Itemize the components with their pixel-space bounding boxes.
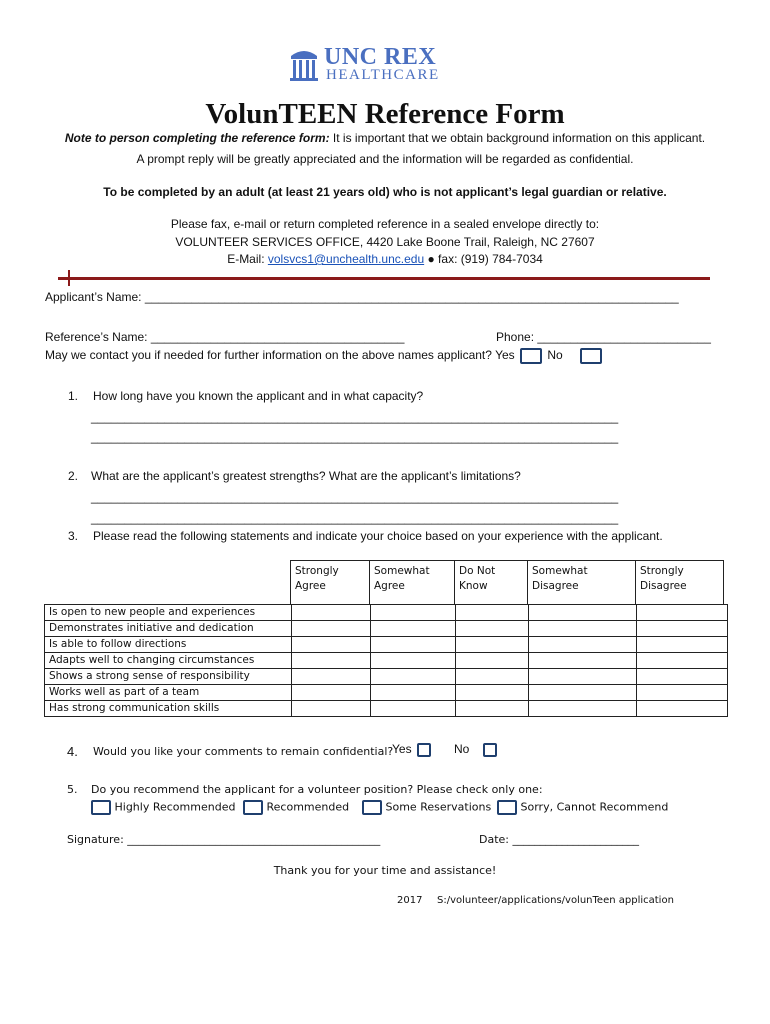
statement-label: Is able to follow directions	[45, 637, 292, 653]
contact-no-checkbox[interactable]	[580, 348, 602, 364]
rating-cell[interactable]	[371, 653, 456, 669]
logo-line1: UNC REX	[324, 44, 437, 70]
page-title: VolunTEEN Reference Form	[205, 98, 565, 130]
divider-tick	[68, 270, 70, 286]
table-row	[45, 669, 728, 685]
rating-cell[interactable]	[292, 605, 371, 621]
statement-label: Demonstrates initiative and dedication	[45, 621, 292, 637]
rating-cell[interactable]	[456, 621, 529, 637]
header-strongly-disagree: Strongly Disagree	[636, 561, 724, 605]
q4-yes-option	[392, 742, 431, 757]
table-row	[45, 685, 728, 701]
table-row	[45, 605, 728, 621]
recommend-option	[362, 800, 491, 815]
rating-cell[interactable]	[292, 701, 371, 717]
rating-cell[interactable]	[292, 653, 371, 669]
recommend-option	[497, 800, 668, 815]
table-row	[45, 653, 728, 669]
recommend-options	[91, 800, 235, 815]
table-row	[45, 621, 728, 637]
rating-table	[44, 604, 728, 717]
rating-cell[interactable]	[637, 605, 728, 621]
rating-cell[interactable]	[637, 621, 728, 637]
highly-recommended-checkbox[interactable]	[91, 800, 111, 815]
cannot-recommend-checkbox[interactable]	[497, 800, 517, 815]
header-do-not-know: Do Not Know	[455, 561, 528, 605]
q1-text: How long have you known the applicant and in what capacity?	[93, 389, 424, 403]
rating-cell[interactable]	[292, 637, 371, 653]
phone-field[interactable]: Phone: __________________________	[496, 330, 711, 344]
q4-yes-label: Yes	[392, 742, 412, 756]
contact-yes-checkbox[interactable]	[520, 348, 542, 364]
return-address: VOLUNTEER SERVICES OFFICE, 4420 Lake Boone Trail, Raleigh, NC 27607	[175, 235, 595, 249]
q4-text: Would you like your comments to remain confidential?	[93, 745, 394, 758]
rating-table-header	[290, 560, 724, 605]
rating-cell[interactable]	[456, 669, 529, 685]
rating-cell[interactable]	[456, 653, 529, 669]
rating-cell[interactable]	[292, 685, 371, 701]
table-row	[45, 637, 728, 653]
rating-cell[interactable]	[637, 653, 728, 669]
fax-text: ● fax: (919) 784-7034	[424, 252, 543, 266]
rating-cell[interactable]	[371, 621, 456, 637]
recommended-checkbox[interactable]	[243, 800, 263, 815]
q4-no-label: No	[454, 742, 470, 756]
q4-no-checkbox[interactable]	[483, 743, 497, 757]
statement-label: Adapts well to changing circumstances	[45, 653, 292, 669]
q4-yes-checkbox[interactable]	[417, 743, 431, 757]
q1-answer-line[interactable]: _______________________________________________________________________________	[91, 410, 619, 424]
q2-answer-line[interactable]: _______________________________________________________________________________	[91, 511, 619, 525]
rating-cell[interactable]	[292, 669, 371, 685]
rating-cell[interactable]	[529, 669, 637, 685]
contact-yes-label: Yes	[495, 348, 515, 363]
header-strongly-agree: Strongly Agree	[291, 561, 370, 605]
rating-cell[interactable]	[371, 669, 456, 685]
q5-text: Do you recommend the applicant for a volunteer position? Please check only one:	[91, 783, 543, 796]
statement-label: Shows a strong sense of responsibility	[45, 669, 292, 685]
contact-no-label: No	[547, 348, 563, 363]
logo-line2: HEALTHCARE	[326, 67, 440, 83]
logo-building-icon	[288, 46, 320, 84]
highly-recommended-label: Highly Recommended	[114, 800, 236, 814]
contact-question	[45, 348, 602, 364]
q4-number: 4.	[67, 744, 78, 759]
rating-cell[interactable]	[371, 685, 456, 701]
footer-path: S:/volunteer/applications/volunTeen application	[437, 895, 674, 906]
some-reservations-label: Some Reservations	[385, 800, 492, 814]
rating-cell[interactable]	[371, 701, 456, 717]
q2-answer-line[interactable]: _______________________________________________________________________________	[91, 490, 619, 504]
some-reservations-checkbox[interactable]	[362, 800, 382, 815]
rating-cell[interactable]	[456, 701, 529, 717]
q1-number: 1.	[68, 389, 79, 403]
rating-cell[interactable]	[637, 637, 728, 653]
rating-cell[interactable]	[637, 685, 728, 701]
unc-rex-logo	[288, 44, 458, 86]
return-instructions: Please fax, e-mail or return completed reference in a sealed envelope directly to:	[170, 217, 600, 231]
statement-label: Is open to new people and experiences	[45, 605, 292, 621]
applicant-name-field[interactable]: Applicant’s Name: ________________________________________________________________________________	[45, 290, 679, 304]
note-label: Note to person completing the reference form:	[64, 131, 330, 145]
rating-cell[interactable]	[456, 637, 529, 653]
email-link[interactable]: volsvcs1@unchealth.unc.edu	[267, 252, 425, 266]
note-line1	[0, 131, 770, 145]
rating-cell[interactable]	[456, 685, 529, 701]
rating-cell[interactable]	[371, 605, 456, 621]
footer-year: 2017	[397, 895, 423, 906]
q1-answer-line[interactable]: _______________________________________________________________________________	[91, 430, 619, 444]
q4-no-option	[454, 742, 497, 757]
q2-text: What are the applicant’s greatest strengths? What are the applicant’s limitations?	[91, 469, 521, 483]
signature-field[interactable]: Signature: ______________________________________________	[67, 833, 381, 846]
rating-cell[interactable]	[529, 621, 637, 637]
contact-question-text: May we contact you if needed for further information on the above names applicant?	[45, 348, 492, 363]
rating-cell[interactable]	[637, 669, 728, 685]
rating-cell[interactable]	[529, 605, 637, 621]
divider-rule	[58, 277, 710, 280]
rating-cell[interactable]	[371, 637, 456, 653]
q3-text: Please read the following statements and indicate your choice based on your experience with the applicant.	[93, 529, 663, 543]
rating-cell[interactable]	[529, 685, 637, 701]
reference-name-field[interactable]: Reference’s Name: ______________________________________	[45, 330, 405, 344]
table-row	[45, 701, 728, 717]
rating-cell[interactable]	[529, 637, 637, 653]
requirement-text: To be completed by an adult (at least 21 years old) who is not applicant’s legal guardian or relative.	[103, 185, 667, 199]
statement-label: Works well as part of a team	[45, 685, 292, 701]
cannot-recommend-label: Sorry, Cannot Recommend	[520, 800, 669, 814]
recommended-label: Recommended	[266, 800, 350, 814]
contact-info	[0, 252, 770, 266]
statement-label: Has strong communication skills	[45, 701, 292, 717]
q2-number: 2.	[68, 469, 79, 483]
rating-cell[interactable]	[456, 605, 529, 621]
header-somewhat-agree: Somewhat Agree	[370, 561, 455, 605]
recommend-option	[243, 800, 349, 815]
q3-number: 3.	[68, 529, 79, 543]
rating-cell[interactable]	[292, 621, 371, 637]
rating-cell[interactable]	[529, 701, 637, 717]
rating-cell[interactable]	[637, 701, 728, 717]
q5-number: 5.	[67, 783, 78, 796]
email-label: E-Mail:	[227, 252, 268, 266]
header-somewhat-disagree: Somewhat Disagree	[528, 561, 636, 605]
note-line2: A prompt reply will be greatly appreciated and the information will be regarded as confidential.	[136, 152, 634, 166]
note-text: It is important that we obtain background information on this applicant.	[329, 131, 706, 145]
date-field[interactable]: Date: _______________________	[479, 833, 639, 846]
rating-cell[interactable]	[529, 653, 637, 669]
thank-you-text: Thank you for your time and assistance!	[273, 864, 497, 877]
